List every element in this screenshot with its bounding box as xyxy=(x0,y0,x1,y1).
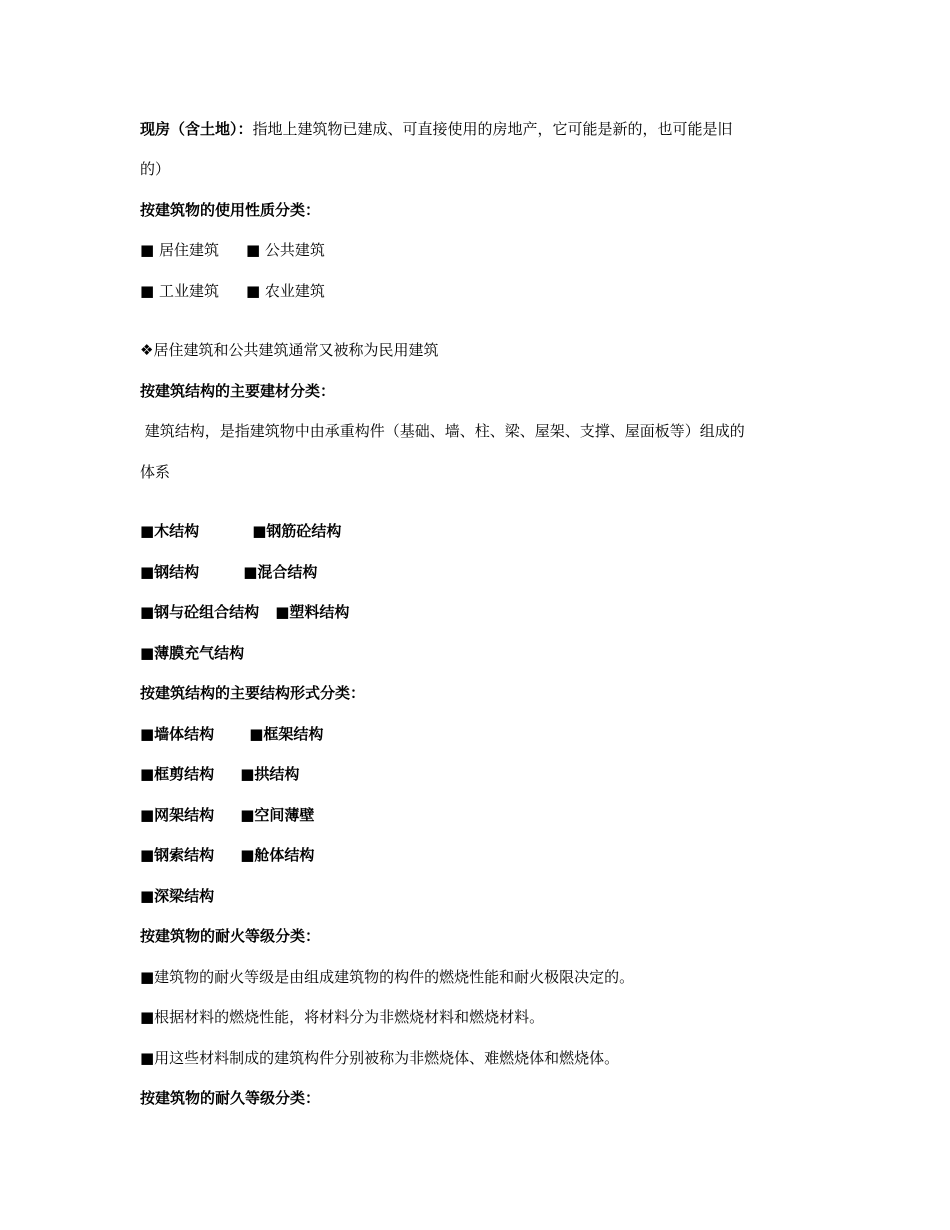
list-item: ■ 工业建筑 xyxy=(140,282,219,300)
list-item: ■框架结构 xyxy=(249,725,324,743)
material-heading: 按建筑结构的主要建材分类： xyxy=(140,382,336,400)
list-item: ■拱结构 xyxy=(240,765,300,783)
intro-term: 现房（含土地）： xyxy=(140,120,253,138)
use-heading: 按建筑物的使用性质分类： xyxy=(140,201,321,219)
material-paragraph: 建筑结构，是指建筑物中由承重构件（基础、墙、柱、梁、屋架、支撑、屋面板等）组成的 xyxy=(140,422,745,440)
list-item: ■混合结构 xyxy=(243,563,318,581)
material-row-3 xyxy=(140,601,349,623)
list-item: ■ 居住建筑 xyxy=(140,241,219,259)
list-item: ■舱体结构 xyxy=(240,846,315,864)
list-item: ■网架结构 xyxy=(140,806,215,824)
list-item: ■墙体结构 xyxy=(140,725,215,743)
list-item: ■塑料结构 xyxy=(275,603,350,621)
list-item: ■钢与砼组合结构 xyxy=(140,603,260,621)
form-heading: 按建筑结构的主要结构形式分类： xyxy=(140,684,366,702)
intro-line xyxy=(140,118,733,140)
material-paragraph-cont: 体系 xyxy=(140,463,171,481)
intro-description: 指地上建筑物已建成、可直接使用的房地产，它可能是新的，也可能是旧 xyxy=(252,120,733,138)
list-item: ■ 公共建筑 xyxy=(245,241,325,259)
form-row-4 xyxy=(140,844,314,866)
list-item: ■框剪结构 xyxy=(140,765,215,783)
material-row-4 xyxy=(140,642,244,664)
fire-heading: 按建筑物的耐火等级分类： xyxy=(140,927,321,945)
list-item: ■钢结构 xyxy=(140,563,200,581)
fire-item-2: ■根据材料的燃烧性能，将材料分为非燃烧材料和燃烧材料。 xyxy=(140,1008,545,1026)
use-row-2 xyxy=(140,280,325,302)
form-row-1 xyxy=(140,723,323,745)
fire-item-1: ■建筑物的耐火等级是由组成建筑物的构件的燃烧性能和耐火极限决定的。 xyxy=(140,968,635,986)
use-row-1 xyxy=(140,239,325,261)
intro-continuation: 的） xyxy=(140,160,171,178)
form-row-3 xyxy=(140,804,314,826)
list-item: ■钢索结构 xyxy=(140,846,215,864)
list-item: ■深梁结构 xyxy=(140,887,215,905)
fire-item-3: ■用这些材料制成的建筑构件分别被称为非燃烧体、难燃烧体和燃烧体。 xyxy=(140,1049,620,1067)
use-note: ❖居住建筑和公共建筑通常又被称为民用建筑 xyxy=(140,341,439,359)
material-row-1 xyxy=(140,520,341,542)
form-row-5 xyxy=(140,885,214,907)
list-item: ■木结构 xyxy=(140,522,200,540)
list-item: ■钢筋砼结构 xyxy=(252,522,342,540)
form-row-2 xyxy=(140,763,299,785)
durability-heading: 按建筑物的耐久等级分类： xyxy=(140,1089,321,1107)
list-item: ■ 农业建筑 xyxy=(245,282,325,300)
list-item: ■空间薄壁 xyxy=(240,806,315,824)
list-item: ■薄膜充气结构 xyxy=(140,644,245,662)
material-row-2 xyxy=(140,561,317,583)
